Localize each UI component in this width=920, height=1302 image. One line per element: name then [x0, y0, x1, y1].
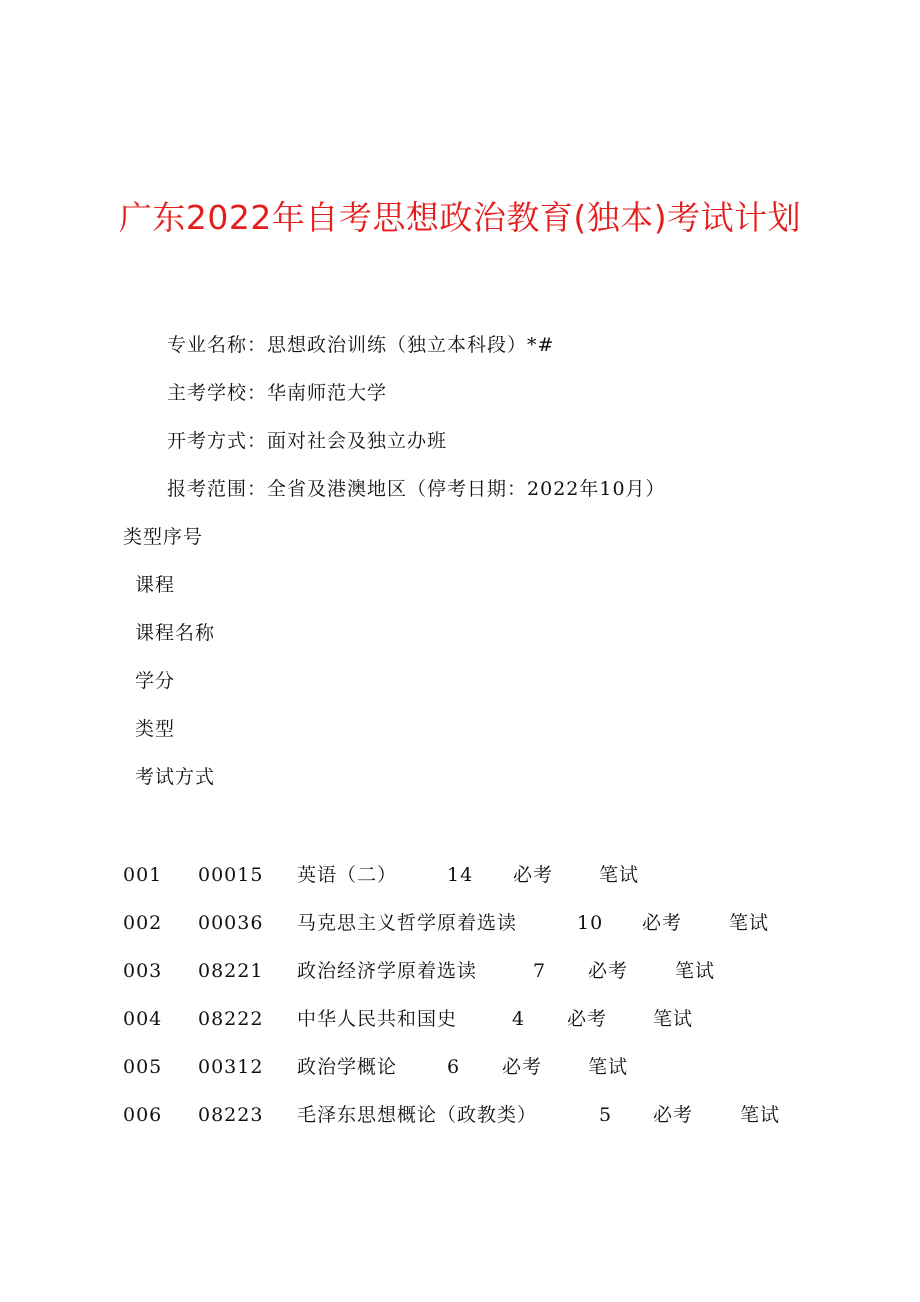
course-row	[0, 1054, 920, 1080]
column-header-credits: 学分	[135, 670, 176, 692]
course-name: 政治学概论	[297, 1056, 398, 1078]
course-code: 00312	[198, 1056, 264, 1078]
course-credits: 4	[512, 1008, 526, 1030]
course-seq: 001	[123, 864, 163, 886]
info-label: 主考学校：	[167, 382, 268, 404]
course-name: 英语（二）	[297, 864, 398, 886]
info-value: 思想政治训练（独立本科段）*#	[267, 334, 555, 356]
info-exam-scope	[167, 476, 666, 502]
course-seq: 006	[123, 1104, 163, 1126]
info-value: 全省及港澳地区（停考日期：2022年10月）	[267, 478, 666, 500]
course-exam-method: 笔试	[653, 1008, 694, 1030]
course-name: 毛泽东思想概论（政教类）	[297, 1104, 538, 1126]
course-code: 08221	[198, 960, 264, 982]
column-header-type: 类型	[135, 718, 176, 740]
course-exam-method: 笔试	[740, 1104, 781, 1126]
column-header-type-seq: 类型序号	[123, 526, 204, 548]
course-credits: 5	[599, 1104, 613, 1126]
info-value: 面对社会及独立办班	[267, 430, 448, 452]
course-seq: 004	[123, 1008, 163, 1030]
document-title: 广东2022年自考思想政治教育(独本)考试计划	[118, 198, 802, 237]
info-label: 开考方式：	[167, 430, 268, 452]
course-exam-method: 笔试	[729, 912, 770, 934]
course-code: 08222	[198, 1008, 264, 1030]
course-row	[0, 1006, 920, 1032]
course-code: 00015	[198, 864, 264, 886]
info-label: 报考范围：	[167, 478, 268, 500]
info-exam-mode	[167, 428, 447, 454]
course-row	[0, 1102, 920, 1128]
course-seq: 003	[123, 960, 163, 982]
course-type: 必考	[502, 1056, 543, 1078]
course-code: 00036	[198, 912, 264, 934]
info-major-name	[167, 332, 554, 358]
course-exam-method: 笔试	[599, 864, 640, 886]
course-exam-method: 笔试	[675, 960, 716, 982]
course-type: 必考	[653, 1104, 694, 1126]
course-type: 必考	[513, 864, 554, 886]
course-row	[0, 862, 920, 888]
course-name: 中华人民共和国史	[297, 1008, 458, 1030]
course-credits: 6	[447, 1056, 461, 1078]
course-credits: 7	[533, 960, 547, 982]
info-value: 华南师范大学	[267, 382, 388, 404]
course-credits: 10	[577, 912, 604, 934]
course-seq: 005	[123, 1056, 163, 1078]
column-header-course-name: 课程名称	[135, 622, 216, 644]
course-type: 必考	[567, 1008, 608, 1030]
course-code: 08223	[198, 1104, 264, 1126]
course-exam-method: 笔试	[588, 1056, 629, 1078]
course-name: 政治经济学原着选读	[297, 960, 478, 982]
course-name: 马克思主义哲学原着选读	[297, 912, 518, 934]
course-type: 必考	[588, 960, 629, 982]
column-header-course: 课程	[135, 574, 176, 596]
course-seq: 002	[123, 912, 163, 934]
info-host-school	[167, 380, 387, 406]
course-row	[0, 910, 920, 936]
info-label: 专业名称：	[167, 334, 268, 356]
column-header-exam-method: 考试方式	[135, 766, 216, 788]
course-credits: 14	[447, 864, 474, 886]
course-type: 必考	[642, 912, 683, 934]
course-row	[0, 958, 920, 984]
